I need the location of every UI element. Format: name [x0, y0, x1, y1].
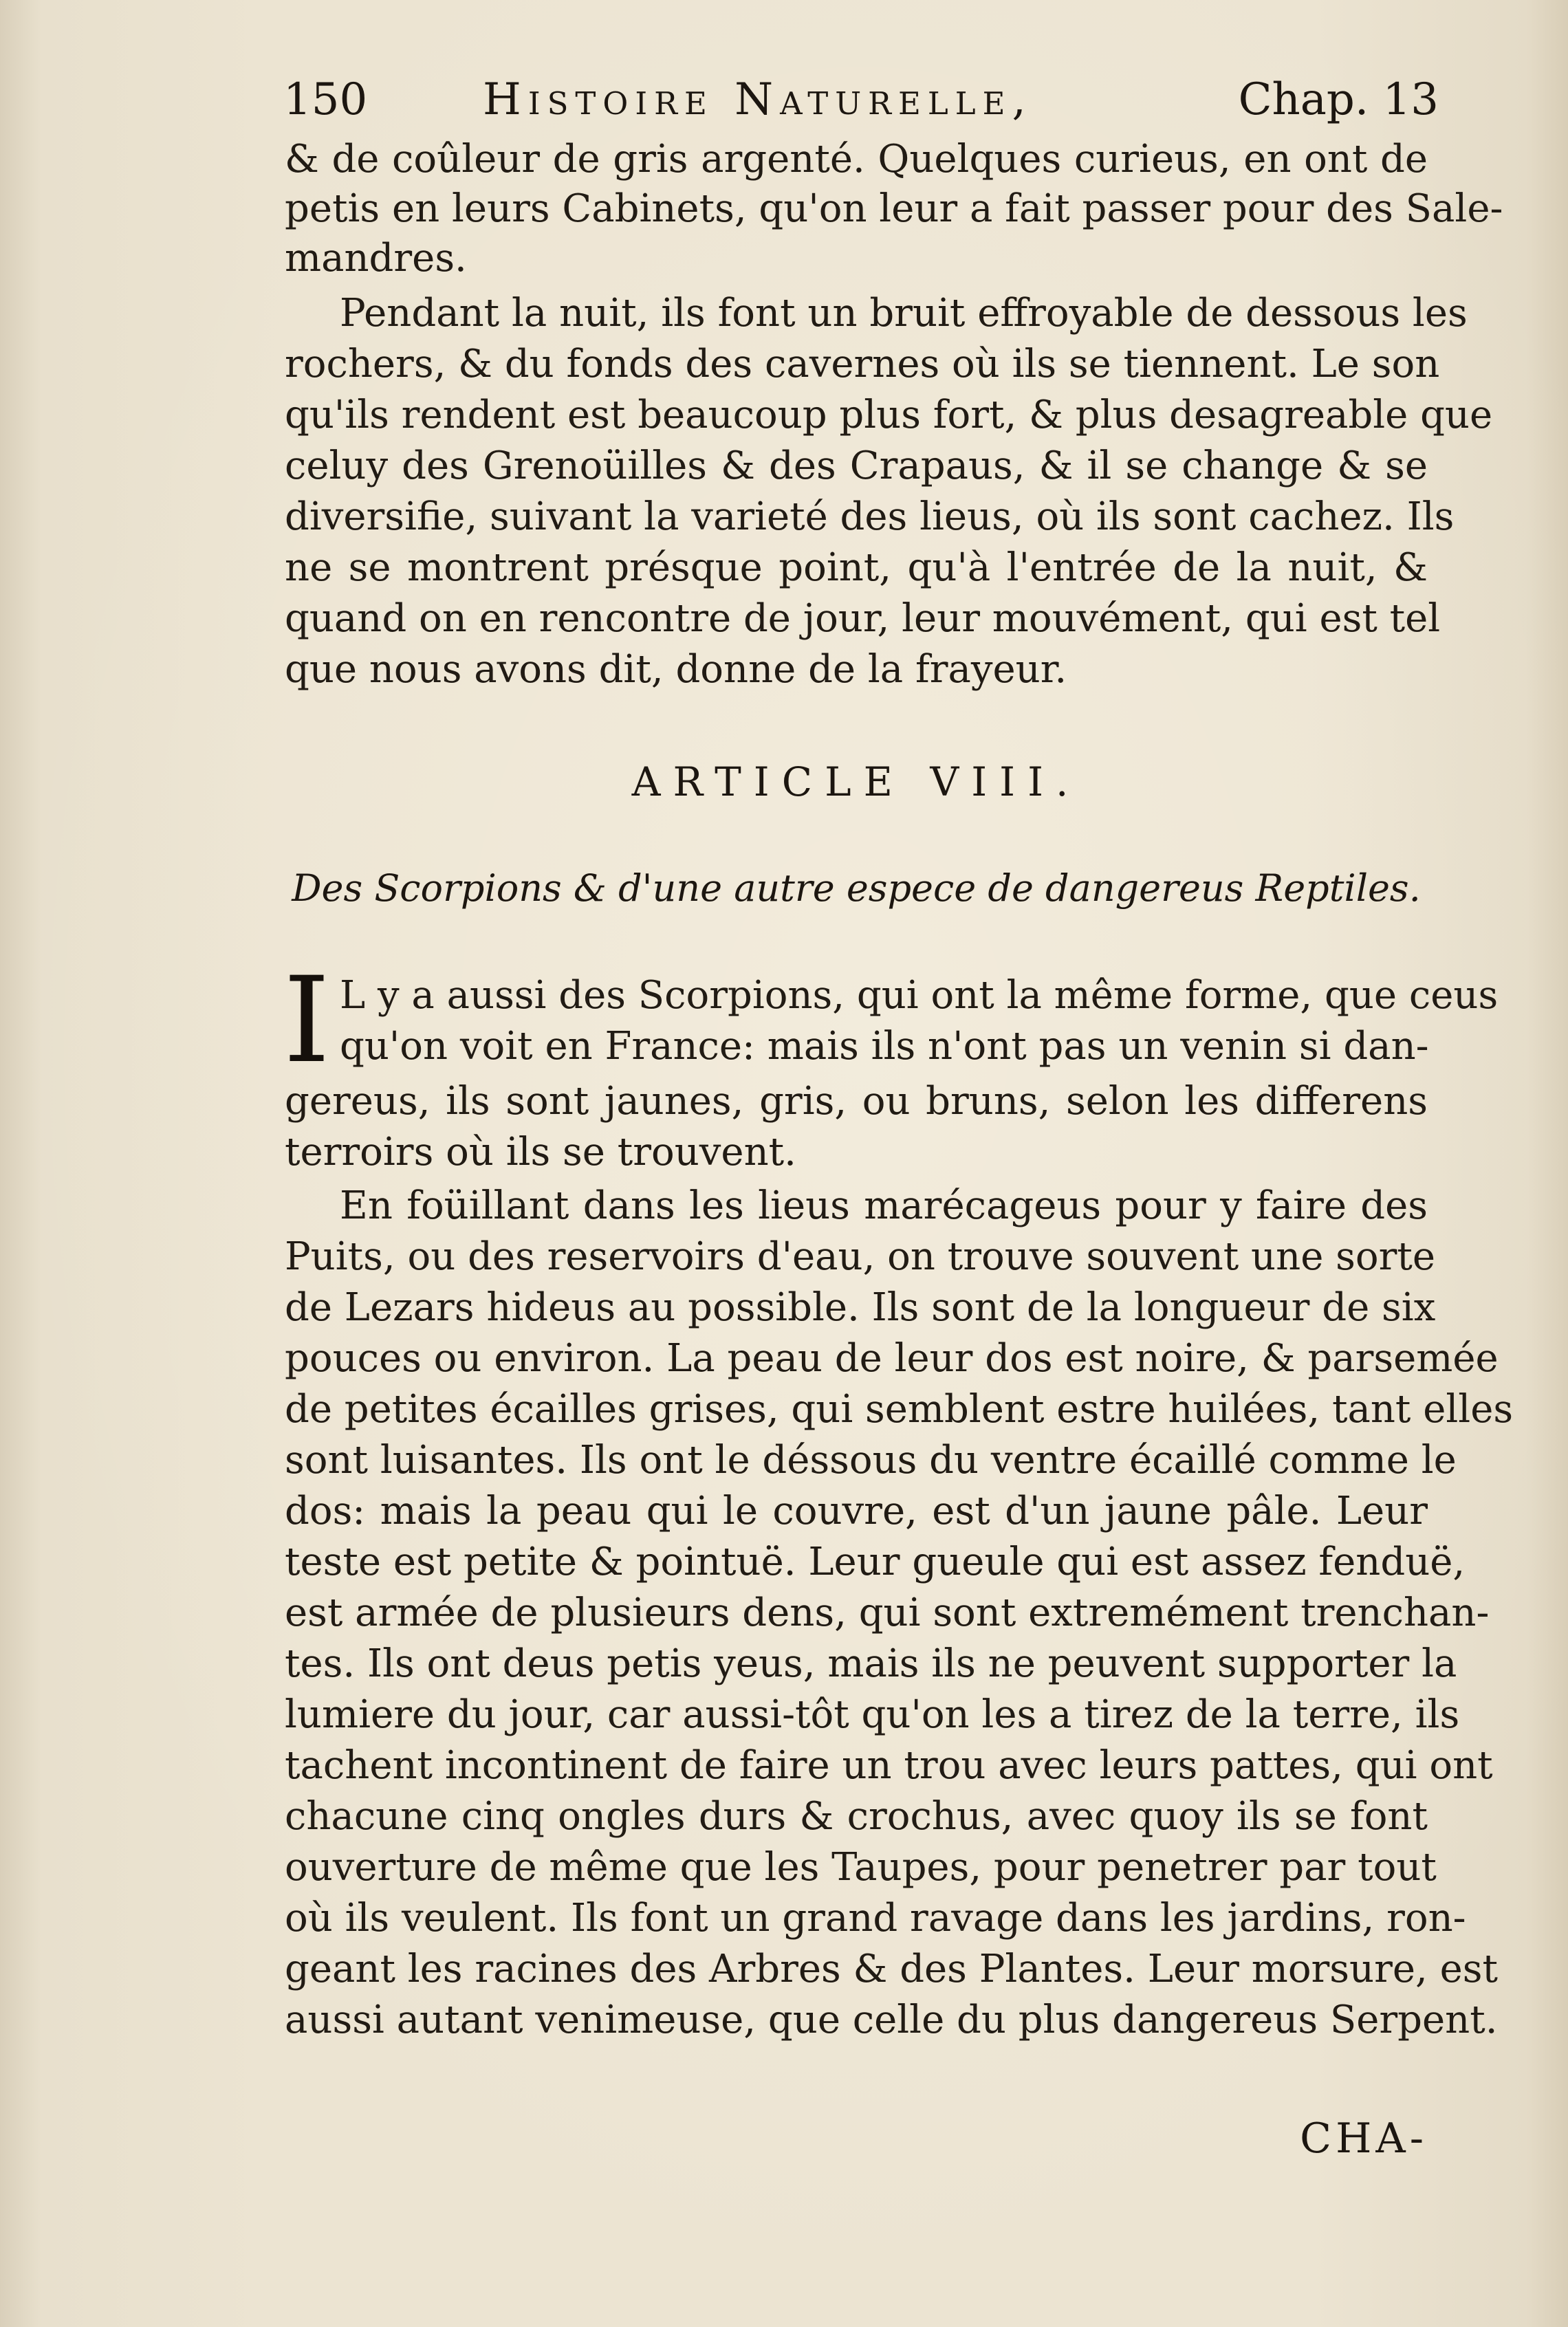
text-line: est armée de plusieurs dens, qui sont extremément trenchan-: [285, 1591, 1490, 1635]
text-line: sont luisantes. Ils ont le déssous du ventre écaillé comme le: [285, 1438, 1457, 1483]
text-line: ouverture de même que les Taupes, pour penetrer par tout: [285, 1845, 1437, 1890]
text-line: chacune cinq ongles durs & crochus, avec quoy ils se font: [285, 1794, 1428, 1839]
text-line: gereus, ils sont jaunes, gris, ou bruns, selon les differens: [285, 1079, 1428, 1124]
text-line: rochers, & du fonds des cavernes où ils se tiennent. Le son: [285, 342, 1440, 386]
text-line: aussi autant venimeuse, que celle du plus dangereus Serpent.: [285, 1998, 1498, 2042]
text-line: de Lezars hideus au possible. Ils sont de la longueur de six: [285, 1285, 1436, 1330]
text-line: terroirs où ils se trouvent.: [285, 1130, 796, 1175]
text-line: petis en leurs Cabinets, qu'on leur a fait passer pour des Sale-: [285, 186, 1503, 231]
running-title: Histoire Naturelle,: [483, 74, 1033, 125]
page-number: 150: [283, 74, 368, 125]
text-line: qu'ils rendent est beaucoup plus fort, & plus desagreable que: [285, 393, 1493, 437]
text-line: L y a aussi des Scorpions, qui ont la même forme, que ceus: [340, 973, 1499, 1018]
text-line: tes. Ils ont deus petis yeus, mais ils ne peuvent supporter la: [285, 1641, 1457, 1686]
text-line: En foüillant dans les lieus marécageus pour y faire des: [340, 1183, 1428, 1228]
catchword: CHA-: [1300, 2115, 1428, 2163]
text-line: mandres.: [285, 236, 467, 281]
text-line: ne se montrent présque point, qu'à l'entrée de la nuit, &: [285, 545, 1428, 590]
text-line: de petites écailles grises, qui semblent estre huilées, tant elles: [285, 1387, 1514, 1432]
chapter-number: Chap. 13: [1238, 74, 1439, 125]
article-heading: ARTICLE VIII.: [631, 758, 1081, 805]
text-line: où ils veulent. Ils font un grand ravage dans les jardins, ron-: [285, 1896, 1466, 1941]
text-line: quand on en rencontre de jour, leur mouvément, qui est tel: [285, 596, 1441, 641]
drop-cap: I: [283, 951, 330, 1089]
text-line: & de coûleur de gris argenté. Quelques curieus, en ont de: [285, 137, 1428, 182]
text-line: teste est petite & pointuë. Leur gueule qui est assez fenduë,: [285, 1540, 1466, 1584]
text-line: qu'on voit en France: mais ils n'ont pas un venin si dan-: [340, 1024, 1429, 1069]
text-line: Pendant la nuit, ils font un bruit effroyable de dessous les: [340, 291, 1468, 336]
text-line: celuy des Grenoüilles & des Crapaus, & il se change & se: [285, 444, 1428, 488]
text-line: diversifie, suivant la varieté des lieus, où ils sont cachez. Ils: [285, 494, 1455, 539]
text-line: tachent incontinent de faire un trou avec leurs pattes, qui ont: [285, 1743, 1493, 1788]
article-subheading: Des Scorpions & d'une autre espece de dangereus Reptiles.: [292, 866, 1421, 910]
running-header: [283, 69, 1439, 131]
text-line: dos: mais la peau qui le couvre, est d'un jaune pâle. Leur: [285, 1489, 1428, 1533]
text-line: pouces ou environ. La peau de leur dos est noire, & parsemée: [285, 1336, 1499, 1381]
text-line: Puits, ou des reservoirs d'eau, on trouve souvent une sorte: [285, 1234, 1435, 1279]
text-line: que nous avons dit, donne de la frayeur.: [285, 647, 1067, 692]
text-line: geant les racines des Arbres & des Plantes. Leur morsure, est: [285, 1947, 1498, 1991]
text-line: lumiere du jour, car aussi-tôt qu'on les a tirez de la terre, ils: [285, 1692, 1460, 1737]
